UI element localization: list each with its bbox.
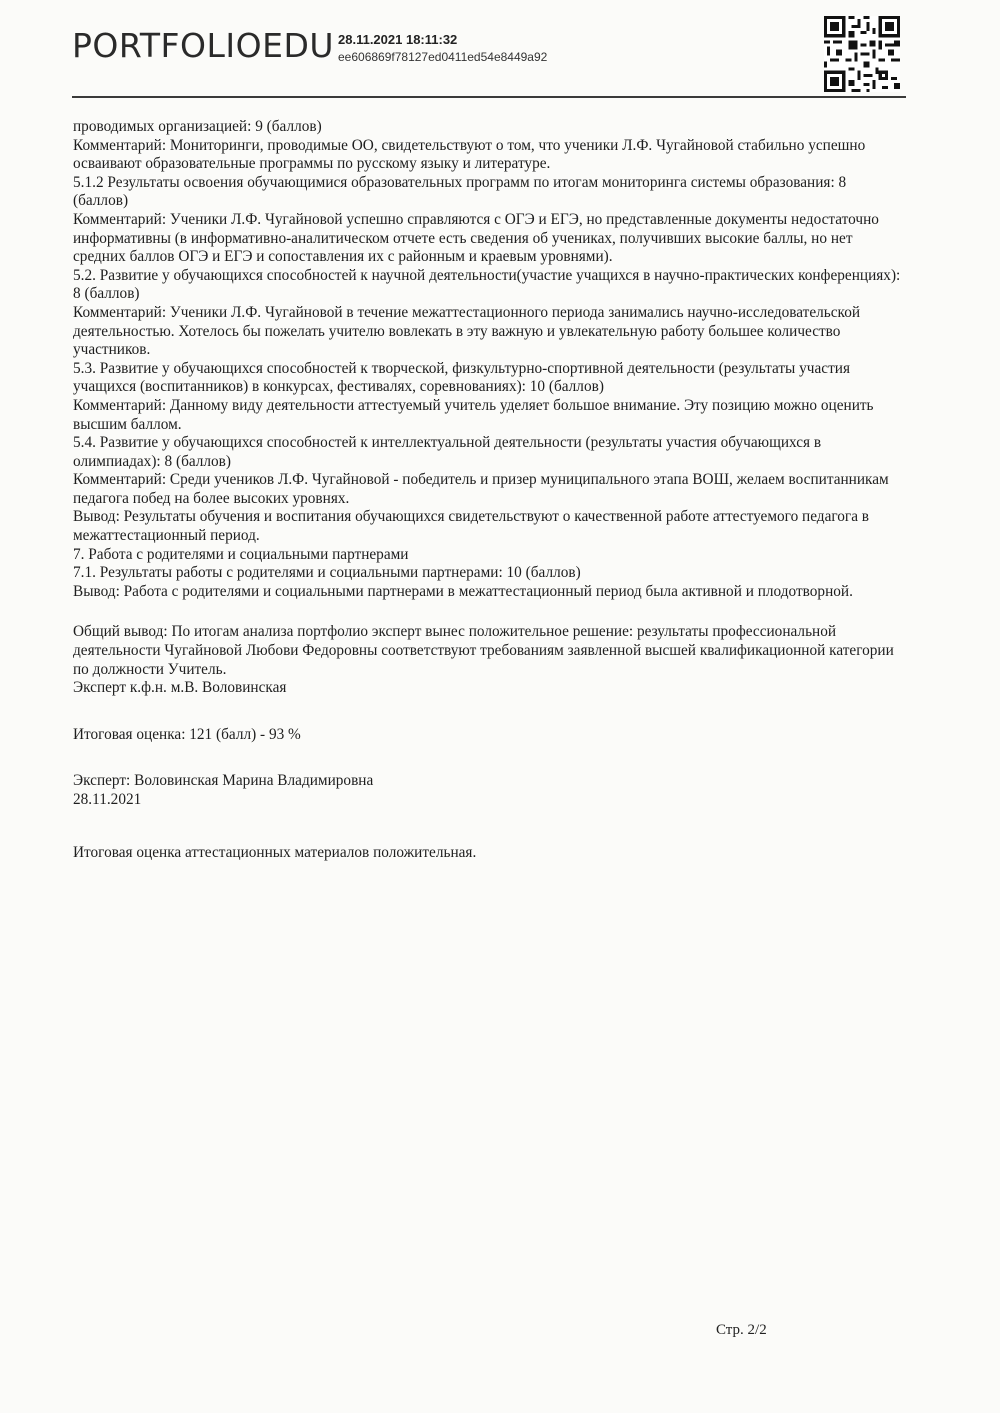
final-score: Итоговая оценка: 121 (балл) - 93 %: [73, 725, 301, 743]
paragraph: Комментарий: Ученики Л.Ф. Чугайновой успешно справляются с ОГЭ и ЕГЭ, но представленные документы недостаточно информативны (в информативно-аналитическом отчете есть сведения об учениках, получивших высокие баллы, но нет средних баллов ОГЭ и ЕГЭ и сопоставления их с районным и краевым уровнями).: [73, 210, 879, 266]
paragraph: 5.4. Развитие у обучающихся способностей к интеллектуальной деятельности (результаты участия обучающихся в олимпиадах): 8 (баллов): [73, 434, 822, 470]
document-header: [72, 16, 906, 96]
expert-signature-line: Эксперт к.ф.н. м.В. Воловинская: [73, 679, 287, 697]
paragraph: Комментарий: Среди учеников Л.Ф. Чугайновой - победитель и призер муниципального этапа ВОШ, желаем воспитанникам педагога побед на более высоких уровнях.: [73, 471, 889, 507]
paragraph: Вывод: Работа с родителями и социальными партнерами в межаттестационный период была активной и плодотворной.: [73, 582, 853, 600]
expert-name: Эксперт: Воловинская Марина Владимировна: [73, 772, 374, 790]
paragraph: Комментарий: Мониторинги, проводимые ОО, свидетельствуют о том, что ученики Л.Ф. Чугайновой стабильно успешно осваивают образовательные программы по русскому языку и литературе.: [73, 136, 866, 173]
paragraph: 5.3. Развитие у обучающихся способностей к творческой, физкультурно-спортивной деятельности (результаты участия учащихся (воспитанников) в конкурсах, фестивалях, соревнованиях): 10 (баллов): [73, 359, 850, 396]
page-number: Стр. 2/2: [716, 1322, 767, 1338]
paragraph: Вывод: Результаты обучения и воспитания обучающихся свидетельствуют о качественной работе аттестуемого педагога в межаттестационный период.: [73, 508, 870, 545]
document-datetime: 28.11.2021 18:11:32: [338, 32, 458, 47]
paragraph: 7.1. Результаты работы с родителями и социальными партнерами: 10 (баллов): [73, 564, 581, 582]
qr-code-icon: [824, 16, 900, 92]
paragraph: проводимых организацией: 9 (баллов): [73, 118, 322, 135]
document-hash: ee606869f78127ed0411ed54e8449a92: [338, 50, 548, 64]
paragraph: Комментарий: Данному виду деятельности аттестуемый учитель уделяет большое внимание. Эту позицию можно оценить высшим баллом.: [73, 396, 874, 433]
header-divider: [72, 96, 906, 98]
final-assessment: Итоговая оценка аттестационных материалов положительная.: [73, 843, 477, 861]
section-heading: 7. Работа с родителями и социальными партнерами: [73, 545, 409, 563]
paragraph: Комментарий: Ученики Л.Ф. Чугайновой в течение межаттестационного периода занимались научно-исследовательской деятельностью. Хотелось бы пожелать учителю вовлекать в эту важную и увлекательную работу большее количество участников.: [73, 303, 861, 359]
general-conclusion: Общий вывод: По итогам анализа портфолио эксперт вынес положительное решение: результаты профессиональной деятельности Чугайновой Любови Федоровны соответствуют требованиям заявленной высшей квалификационной категории по должности Учитель.: [73, 623, 894, 678]
document-body: [73, 118, 903, 862]
portfolioedu-logo: PORTFOLIOEDU: [72, 26, 335, 65]
paragraph: 5.2. Развитие у обучающихся способностей к научной деятельности(участие учащихся в научно-практических конференциях): 8 (баллов): [73, 266, 901, 303]
expert-date: 28.11.2021: [73, 791, 142, 808]
paragraph: 5.1.2 Результаты освоения обучающимися образовательных программ по итогам мониторинга системы образования: 8 (баллов): [73, 173, 847, 210]
